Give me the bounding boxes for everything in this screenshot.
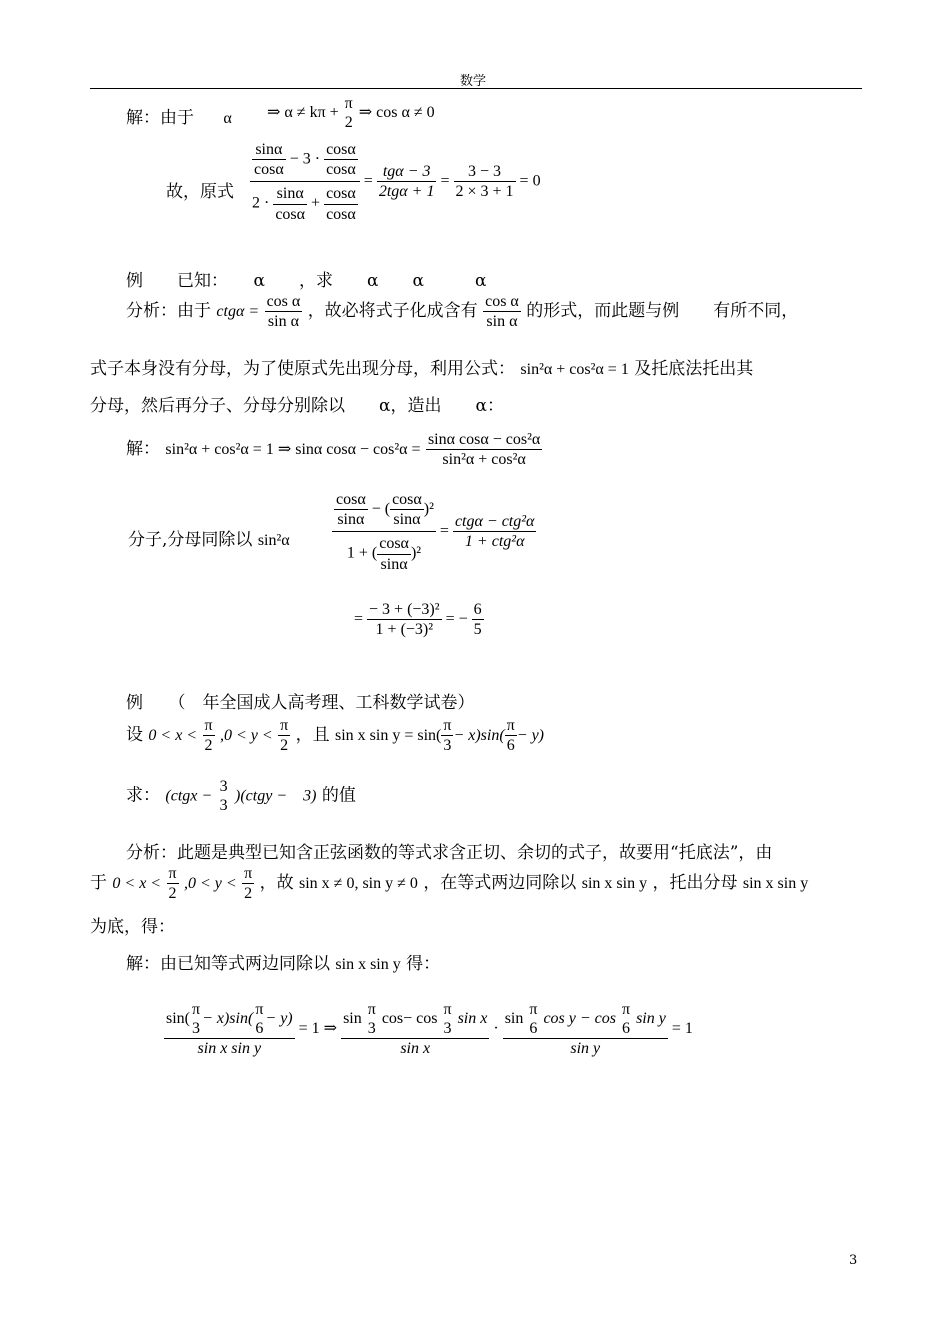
example3-analysis-line1: 分析：此题是典型已知含正弦函数的等式求含正切、余切的式子，故要用“托底法”，由 xyxy=(126,843,773,863)
example3-solution-line: 解：由已知等式两边同除以 sin x sin y 得： xyxy=(126,954,441,974)
example3-question: 求： (ctgx − 3 3 )(ctgy − 3) 的值 xyxy=(126,778,356,815)
block1-big-fraction: $\frac{\sin\alpha}{\cos\alpha}$ − 3 · $\frac{\cos\alpha}{\cos\alpha}$ 2 · $\frac{\sin\alpha}{\cos\alpha}$ + $\frac{\cos\alpha}{\cos\alpha}$ = $\frac{\text{tgα − 3}}{\text{2tgα + 1}}$ = $\frac{3 - 3}{2 \times 3 + 1}$ = 0 xyxy=(252,141,541,223)
example2-line: 例 已知： α ，求 α α α xyxy=(126,271,487,291)
example3-big-equation: sin( π 3 − x)sin( π 6 − y) sin x sin y = 1 ⇒ sin π 3 cos− cos π 3 sin x sin x · sin π 6 cos y − cos π 6 sin y sin y = 1 xyxy=(166,1001,693,1058)
example3-condition: 设 0 < x < $\frac{\pi}{2}$ ,0 < y < $\frac{\pi}{2}$ ，且 sin x sin y = sin( $\frac{\pi}{3}$ − x)sin( $\frac{\pi}{6}$ − y) xyxy=(126,717,544,755)
example3-analysis-line3: 为底，得： xyxy=(90,917,175,937)
sol2-result: = $\frac{\text{− 3 + (−3)²}}{\text{1 + (−3)²}}$ = − $\frac{6}{5}$ xyxy=(354,601,482,639)
example2-analysis-line3: 分母，然后再分子、分母分别除以 α，造出 α： xyxy=(90,396,504,416)
example3-title: 例 （ 年全国成人高考理、工科数学试卷） xyxy=(126,693,475,713)
sol2-line: 解： sin²α + cos²α = 1 ⇒ sinα cosα − cos²α = $\frac{\text{sinα cosα − cos²α}}{\text{sin²α + cos²α}}$ xyxy=(126,431,541,469)
header-rule xyxy=(90,88,862,89)
block1-implies: ⇒ α ≠ kπ + π 2 ⇒ cos α ≠ 0 xyxy=(267,95,435,132)
example2-analysis-line1: 分析：由于 ctgα = $\frac{\text{cos α}}{\text{sin α}}$ ，故必将式子化成含有 $\frac{\text{cos α}}{\text{sin α}}$ 的形式，而此题与例 有所不同， xyxy=(126,293,799,331)
block1-label: 解：由于 α xyxy=(126,108,232,128)
block1-gu-label: 故，原式 xyxy=(166,182,234,202)
sol2-divide-label: 分子,分母同除以 sin²α xyxy=(128,530,290,550)
example3-analysis-line2: 于 0 < x < $\frac{\pi}{2}$ ,0 < y < $\frac{\pi}{2}$ ，故 sin x ≠ 0, sin y ≠ 0 ，在等式两边同除以 sin x sin y ，托出分母 sin x sin y xyxy=(90,865,809,903)
sol2-big-fraction: $\frac{\cos\alpha}{\sin\alpha}$ − ( $\frac{\cos\alpha}{\sin\alpha}$ )² 1 + ( $\frac{\cos\alpha}{\sin\alpha}$ )² = $\frac{\text{ctgα − ctg²α}}{\text{1 + ctg²α}}$ xyxy=(332,490,536,574)
page-number: 3 xyxy=(849,1253,858,1268)
example2-analysis-line2: 式子本身没有分母，为了使原式先出现分母，利用公式： sin²α + cos²α = 1 及托底法托出其 xyxy=(90,359,754,379)
header-title: 数学 xyxy=(460,74,487,89)
